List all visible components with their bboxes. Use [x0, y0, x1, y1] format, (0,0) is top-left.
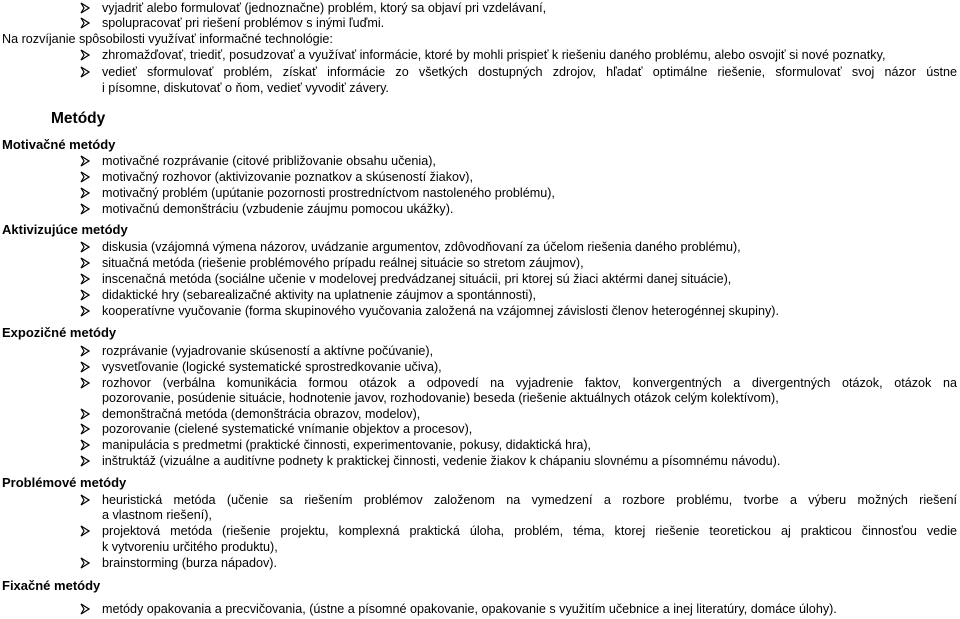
arrow-bullet-icon: [80, 361, 90, 373]
arrow-bullet-icon: [80, 603, 90, 615]
section-title: Metódy: [51, 110, 106, 127]
arrow-bullet-icon: [80, 171, 90, 183]
arrow-bullet-icon: [80, 525, 90, 537]
problem-heading: Problémové metódy: [2, 475, 127, 490]
arrow-bullet-icon: [80, 2, 90, 14]
activating-heading: Aktivizujúce metódy: [2, 222, 128, 237]
motivational-heading: Motivačné metódy: [2, 137, 116, 152]
arrow-bullet-icon: [80, 494, 90, 506]
document-page: vyjadriť alebo formulovať (jednoznačne) problém, ktorý sa objaví pri vzdelávaní, spolupracovať pri riešení problémov s inými ľuďmi. Na rozvíjanie spôsobilosti využívať informačné technológie: zhromažďovať, triediť, posudzovať a využívať informácie, ktoré by mohli prispieť k riešeniu daného problému, alebo osvojiť si nové poznatky, vedieť sformulovať problém, získať informácie zo všetkých dostupných zdrojov, hľadať optimálne riešenie, sformulovať svoj názor ústne i písomne, diskutovať o ňom, vedieť vyvodiť závery. Metódy Motivačné metódy motivačné rozprávanie (citové približovanie obsahu učenia), motivačný rozhovor (aktivizovanie poznatkov a skúseností žiakov), motivačný problém (upútanie pozornosti prostredníctvom nastoleného problému), motivačnú demonštráciu (vzbudenie záujmu pomocou ukážky). Aktivizujúce metódy diskusia (vzájomná výmena názorov, uvádzanie argumentov, zdôvodňovaní za účelom riešenia daného problému), situačná metóda (riešenie problémového prípadu reálnej situácie so stretom záujmov), inscenačná metóda (sociálne učenie v modelovej predvádzanej situácii, pri ktorej sú žiaci aktérmi danej situácie), didaktické hry (sebarealizačné aktivity na uplatnenie záujmov a spontánnosti), kooperatívne vyučovanie (forma skupinového vyučovania založená na vzájomnej závislosti členov heterogénnej skupiny). Expozičné metódy rozprávanie (vyjadrovanie skúseností a aktívne počúvanie), vysvetľovanie (logické systematické sprostredkovanie učiva), rozhovor (verbálna komunikácia formou otázok a odpovedí na vyjadrenie faktov, konvergentných a divergentných otázok, otázok na pozorovanie, posúdenie situácie, hodnotenie javov, rozhodovanie) beseda (riešenie aktuálnych otázok celým kolektívom), demonštračná metóda (demonštrácia obrazov, modelov), pozorovanie (cielené systematické vnímanie objektov a procesov), manipulácia s predmetmi (praktické činnosti, experimentovanie, pokusy, didaktická hra), inštruktáž (vizuálne a auditívne podnety k praktickej činnosti, vedenie žiakov k chápaniu slovnému a písomnému návodu). Problémové metódy heuristická metóda (učenie sa riešením problémov založenom na vymedzení a rozbore problému, tvorbe a výberu možných riešení a vlastnom riešení), projektová metóda (riešenie projektu, komplexná praktická úloha, problém, téma, ktorej riešenie teoretickou aj prakticou činnosťou vedie k vytvoreniu určitého produktu), brainstorming (burza nápadov). Fixačné metódy metódy opakovania a precvičovania, (ústne a písomné opakovanie, opakovanie s využitím učebnice a inej literatúry, domáce úlohy).: [2, 1, 957, 616]
arrow-bullet-icon: [80, 17, 90, 29]
arrow-bullet-icon: [80, 289, 90, 301]
arrow-bullet-icon: [80, 455, 90, 467]
arrow-bullet-icon: [80, 66, 90, 78]
arrow-bullet-icon: [80, 377, 90, 389]
expository-heading: Expozičné metódy: [2, 325, 117, 340]
arrow-bullet-icon: [80, 408, 90, 420]
arrow-bullet-icon: [80, 241, 90, 253]
arrow-bullet-icon: [80, 557, 90, 569]
arrow-bullet-icon: [80, 305, 90, 317]
fixation-heading: Fixačné metódy: [2, 578, 101, 593]
arrow-bullet-icon: [80, 439, 90, 451]
arrow-bullet-icon: [80, 257, 90, 269]
arrow-bullet-icon: [80, 423, 90, 435]
arrow-bullet-icon: [80, 203, 90, 215]
arrow-bullet-icon: [80, 273, 90, 285]
arrow-bullet-icon: [80, 187, 90, 199]
arrow-bullet-icon: [80, 345, 90, 357]
arrow-bullet-icon: [80, 155, 90, 167]
arrow-bullet-icon: [80, 49, 90, 61]
